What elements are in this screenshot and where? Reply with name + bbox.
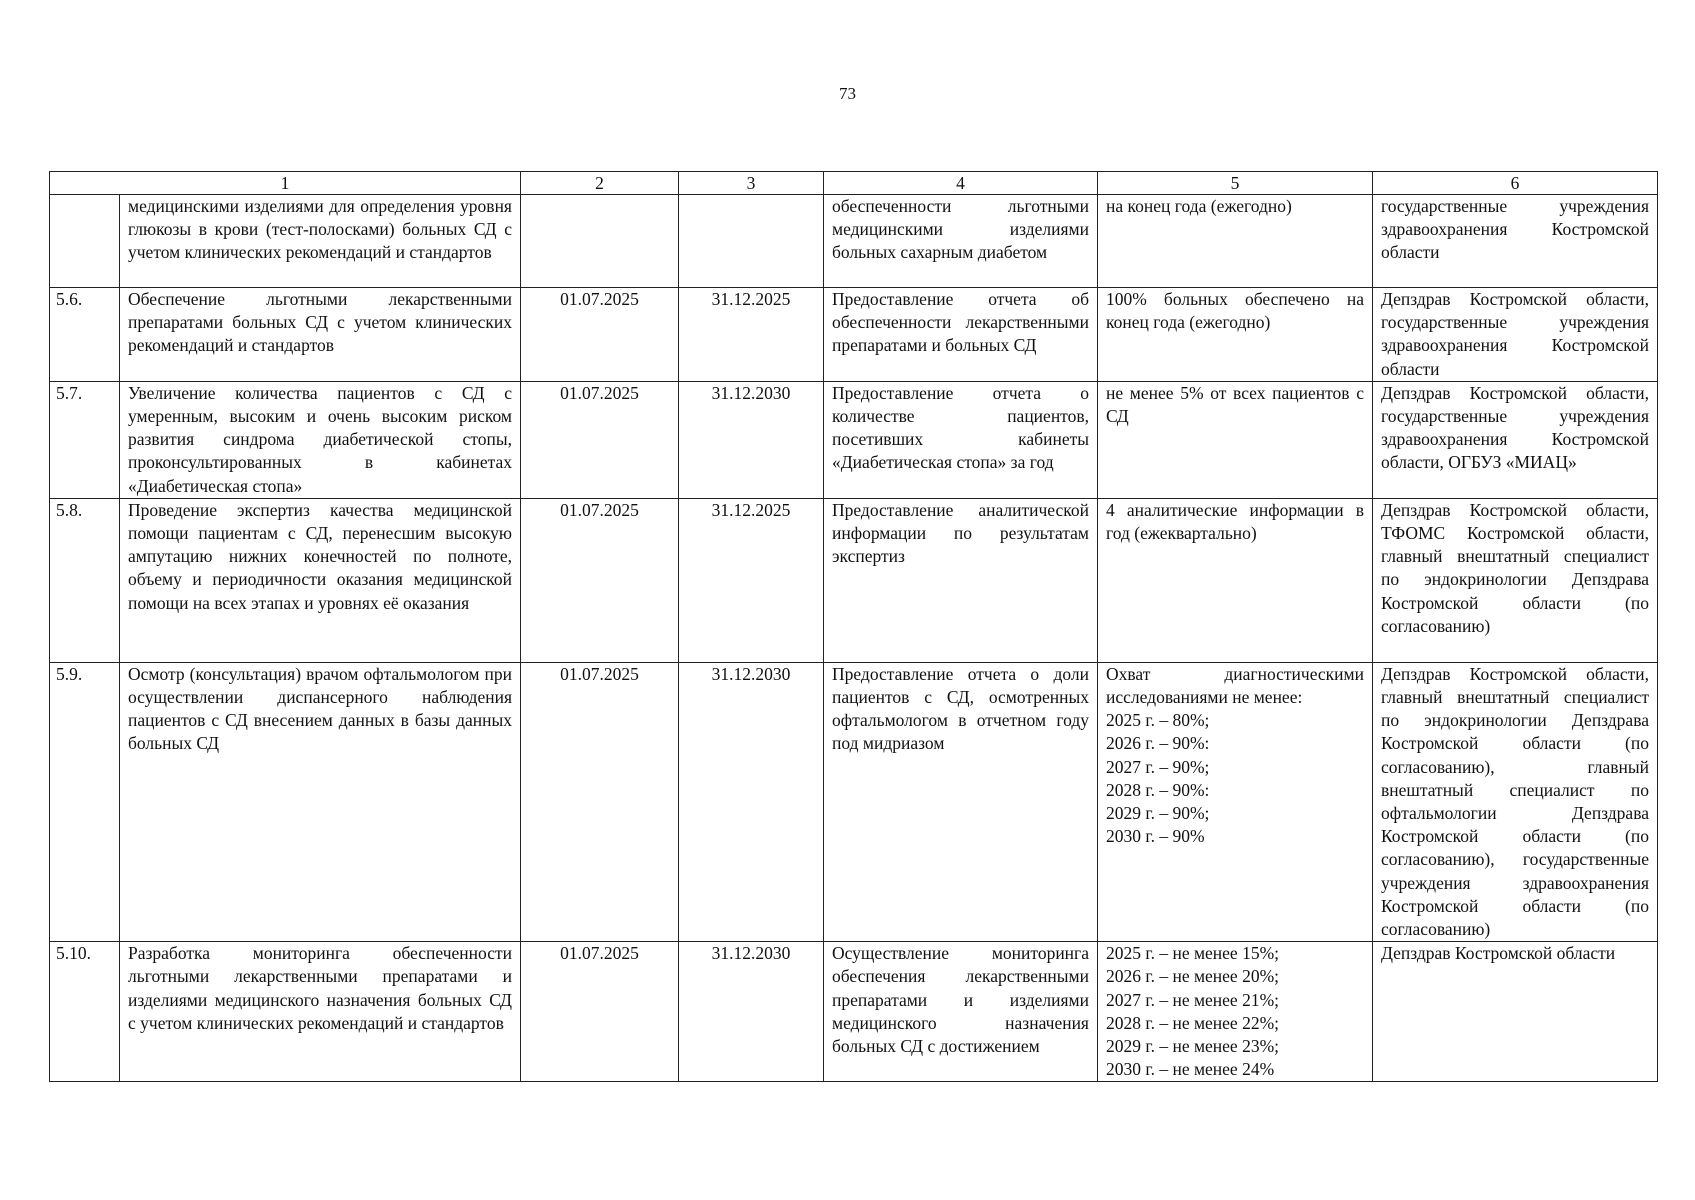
end-date-cell: 31.12.2030 (679, 942, 824, 1082)
indicator-cell (1098, 662, 1373, 941)
start-date-cell: 01.07.2025 (521, 498, 679, 662)
indicator-line: 2028 г. – 90%: (1106, 779, 1210, 800)
indicator-line: 2025 г. – не менее 15%; (1106, 943, 1280, 964)
responsible-cell: Депздрав Костромской области, главный внештатный специалист по эндокринологии Депздрава Костромской области (по согласованию), главный внештатный специалист по офтальмологии Депздрава Костромской области (по согласованию), государственные учреждения здравоохранения Костромской области (по согласованию) (1373, 662, 1658, 941)
table-row (50, 662, 1658, 941)
indicator-cell: не менее 5% от всех пациентов с СД (1098, 381, 1373, 498)
start-date-cell: 01.07.2025 (521, 942, 679, 1082)
responsible-cell: Депздрав Костромской области (1373, 942, 1658, 1082)
header-col-3: 3 (679, 172, 824, 195)
header-col-5: 5 (1098, 172, 1373, 195)
responsible-cell: Депздрав Костромской области, ТФОМС Костромской области, главный внештатный специалист по эндокринологии Депздрава Костромской области (по согласованию) (1373, 498, 1658, 662)
end-date-cell: 31.12.2030 (679, 381, 824, 498)
indicator-cell: на конец года (ежегодно) (1098, 195, 1373, 288)
table-row (50, 942, 1658, 1082)
table-body (50, 195, 1658, 1082)
responsible-cell: Депздрав Костромской области, государственные учреждения здравоохранения Костромской области (1373, 288, 1658, 382)
row-number (50, 195, 120, 288)
result-cell: Предоставление отчета о количестве пациентов, посетивших кабинеты «Диабетическая стопа» за год (824, 381, 1098, 498)
row-number: 5.10. (50, 942, 120, 1082)
indicator-cell (1098, 942, 1373, 1082)
header-col-6: 6 (1373, 172, 1658, 195)
result-cell: Предоставление отчета об обеспеченности лекарственными препаратами и больных СД (824, 288, 1098, 382)
row-number: 5.8. (50, 498, 120, 662)
row-number: 5.9. (50, 662, 120, 941)
indicator-cell: 100% больных обеспечено на конец года (ежегодно) (1098, 288, 1373, 382)
result-cell: Предоставление аналитической информации по результатам экспертиз (824, 498, 1098, 662)
indicator-line: 2026 г. – 90%: (1106, 733, 1210, 754)
row-number: 5.6. (50, 288, 120, 382)
indicator-line: 2028 г. – не менее 22%; (1106, 1012, 1280, 1033)
result-cell: Предоставление отчета о доли пациентов с СД, осмотренных офтальмологом в отчетном году под мидриазом (824, 662, 1098, 941)
indicator-line: 2029 г. – не менее 23%; (1106, 1036, 1280, 1057)
start-date-cell: 01.07.2025 (521, 381, 679, 498)
table-header (50, 172, 1658, 195)
header-col-1: 1 (50, 172, 521, 195)
indicator-line: Охват диагностическими исследованиями не менее: (1106, 663, 1364, 708)
indicator-cell: 4 аналитические информации в год (ежеквартально) (1098, 498, 1373, 662)
row-number: 5.7. (50, 381, 120, 498)
header-col-4: 4 (824, 172, 1098, 195)
activity-cell: Разработка мониторинга обеспеченности льготными лекарственными препаратами и изделиями медицинского назначения больных СД с учетом клинических рекомендаций и стандартов (120, 942, 521, 1082)
start-date-cell: 01.07.2025 (521, 288, 679, 382)
result-cell: обеспеченности льготными медицинскими изделиями больных сахарным диабетом (824, 195, 1098, 288)
table-row (50, 288, 1658, 382)
header-row (50, 172, 1658, 195)
table-row (50, 381, 1658, 498)
responsible-cell: государственные учреждения здравоохранения Костромской области (1373, 195, 1658, 288)
activity-cell: Обеспечение льготными лекарственными препаратами больных СД с учетом клинических рекомендаций и стандартов (120, 288, 521, 382)
activity-cell: Увеличение количества пациентов с СД с умеренным, высоким и очень высоким риском развития синдрома диабетической стопы, проконсультированных в кабинетах «Диабетическая стопа» (120, 381, 521, 498)
indicator-line: 2030 г. – не менее 24% (1106, 1059, 1275, 1080)
header-col-2: 2 (521, 172, 679, 195)
responsible-cell: Депздрав Костромской области, государственные учреждения здравоохранения Костромской области, ОГБУЗ «МИАЦ» (1373, 381, 1658, 498)
table-row (50, 195, 1658, 288)
indicator-line: 2027 г. – 90%; (1106, 756, 1210, 777)
end-date-cell: 31.12.2030 (679, 662, 824, 941)
activity-cell: Проведение экспертиз качества медицинской помощи пациентам с СД, перенесшим высокую ампутацию нижних конечностей по полноте, объему и периодичности оказания медицинской помощи на всех этапах и уровнях её оказания (120, 498, 521, 662)
end-date-cell: 31.12.2025 (679, 288, 824, 382)
activity-cell: Осмотр (консультация) врачом офтальмологом при осуществлении диспансерного наблюдения пациентов с СД внесением данных в базы данных больных СД (120, 662, 521, 941)
indicator-line: 2030 г. – 90% (1106, 826, 1205, 847)
result-cell: Осуществление мониторинга обеспечения лекарственными препаратами и изделиями медицинского назначения больных СД с достижением (824, 942, 1098, 1082)
end-date-cell: 31.12.2025 (679, 498, 824, 662)
page-number: 73 (839, 84, 856, 103)
activity-cell: медицинскими изделиями для определения уровня глюкозы в крови (тест-полосками) больных СД с учетом клинических рекомендаций и стандартов (120, 195, 521, 288)
plan-table (49, 171, 1658, 1082)
table-row (50, 498, 1658, 662)
end-date-cell (679, 195, 824, 288)
indicator-line: 2027 г. – не менее 21%; (1106, 989, 1280, 1010)
indicator-line: 2025 г. – 80%; (1106, 710, 1210, 731)
start-date-cell (521, 195, 679, 288)
start-date-cell: 01.07.2025 (521, 662, 679, 941)
indicator-line: 2029 г. – 90%; (1106, 803, 1210, 824)
indicator-line: 2026 г. – не менее 20%; (1106, 966, 1280, 987)
